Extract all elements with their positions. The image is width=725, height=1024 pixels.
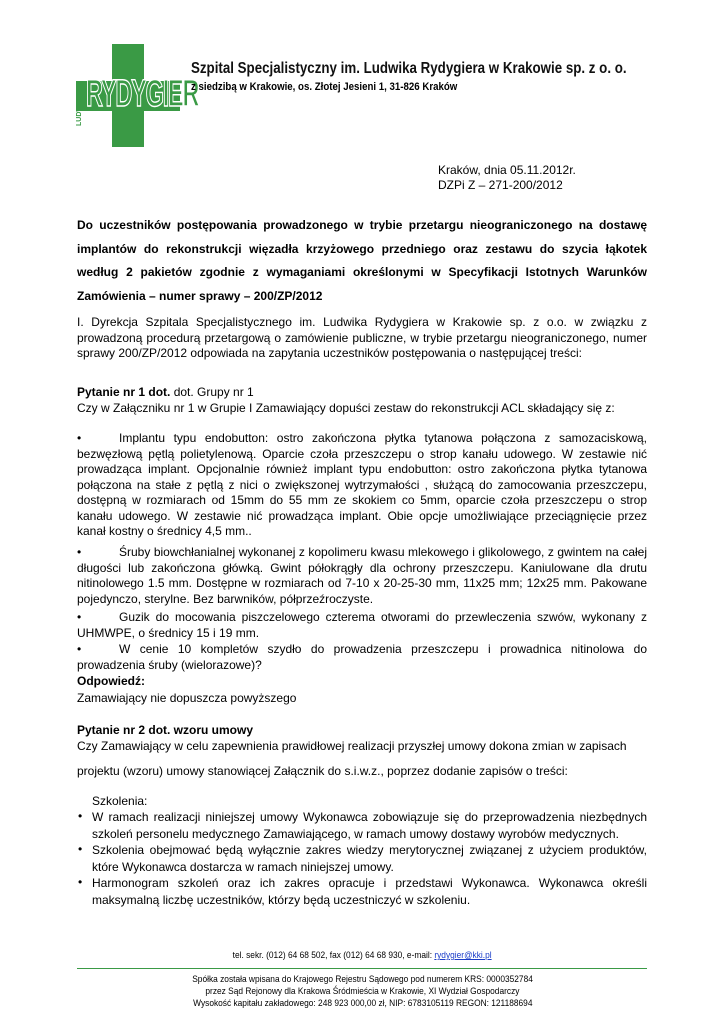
question-1-item: Implantu typu endobutton: ostro zakończona płytka tytanowa połączona z samozaciskową, bezwęzłową pętlą polietylenową. Oparcie czoła przeszczepu o strop kanału udowego. W zestawie nić prowadząca implant. Opcjonalnie również implant typu endobutton: ostro zakończona płytka tytanowa połączona na stałe z pętlą z nici o zwiększonej wytrzymałości , służącą do zamocowania przeszczepu, dostępną w rozmiarach od 15mm do 55 mm ze skokiem co 5mm, oparcie czoła przeszczepu o strop kanału udowego. W zestawie nić prowadząca implant. Obie opcje umożliwiające przeciągnięcie przez kanał kostny o średnicy 4,5 mm.. — [77, 431, 647, 538]
date-line: Kraków, dnia 05.11.2012r. — [438, 163, 576, 177]
intro-paragraph: I. Dyrekcja Szpitala Specjalistycznego im. Ludwika Rydygiera w Krakowie sp. z o.o. w związku z prowadzoną procedurą przetargową o zamówienie publiczne, w trybie przetargu nieograniczonego, numer sprawy 200/ZP/2012 odpowiada na zapytania uczestników postępowania o następującej treści: — [77, 315, 647, 360]
footer-line-3: Wysokość kapitału zakładowego: 248 923 000,00 zł, NIP: 6783105119 REGON: 121188694 — [192, 998, 533, 1009]
footer-divider — [77, 968, 647, 969]
reference-number: DZPi Z – 271-200/2012 — [438, 178, 563, 192]
footer-contact — [0, 950, 725, 962]
question-1-title: Pytanie nr 1 dot. — [77, 385, 171, 399]
training-item: W ramach realizacji niniejszej umowy Wykonawca zobowiązuje się do przeprowadzenia niezbędnych szkoleń personelu medycznego Zamawiającego, w ramach umowy dostawy wyrobów medycznych. — [92, 810, 647, 841]
question-2-text-line2: projektu (wzoru) umowy stanowiącej Załącznik do s.i.w.z., poprzez dodanie zapisów o treści: — [77, 764, 568, 778]
footer-contact-text: tel. sekr. (012) 64 68 502, fax (012) 64 68 930, e-mail: — [233, 950, 435, 961]
question-1-text: Czy w Załączniku nr 1 w Grupie I Zamawiający dopuści zestaw do rekonstrukcji ACL składający się z: — [77, 401, 615, 415]
bullet-icon: • — [77, 610, 82, 624]
training-item: Harmonogram szkoleń oraz ich zakres opracuje i przedstawi Wykonawca. Wykonawca określi maksymalną liczbę uczestników, którzy będą uczestniczyć w szkoleniu. — [92, 876, 647, 907]
logo-small-text: LUDWIK — [76, 98, 83, 126]
question-1-item: Śruby biowchłanialnej wykonanej z kopolimeru kwasu mlekowego i glikolowego, z gwintem na całej długości lub zakończona główką. Gwint półokrągły dla ochrony przeszczepu. Kaniulowane dla drutu nitinolowego 1.5 mm. Dostępne w rozmiarach od 7-10 x 20-25-30 mm, 11x25 mm; 12x25 mm. Pakowane pojedynczo, sterylne. Bez barwników, półprzeźroczyste. — [77, 545, 647, 606]
bullet-icon: • — [77, 545, 82, 559]
footer-email-link[interactable]: rydygier@kki.pl — [434, 950, 492, 961]
section-label-training: Szkolenia: — [92, 794, 148, 808]
hospital-logo — [76, 44, 199, 147]
letter-subject: Do uczestników postępowania prowadzonego w trybie przetargu nieograniczonego na dostawę implantów do rekonstrukcji więzadła krzyżowego przedniego oraz zestawu do szycia łąkotek według 2 pakietów zgodnie z wymaganiami określonymi w Specyfikacji Istotnych Warunków Zamówienia – numer sprawy – 200/ZP/2012 — [77, 218, 647, 303]
answer-1-label: Odpowiedź: — [77, 674, 145, 688]
bullet-icon: • — [78, 875, 83, 889]
question-1-item: W cenie 10 kompletów szydło do prowadzenia przeszczepu i prowadnica nitinolowa do prowadzenia śruby (wielorazowe)? — [77, 642, 647, 672]
date-block — [438, 163, 576, 193]
bullet-icon: • — [78, 809, 83, 823]
footer-line-2: przez Sąd Rejonowy dla Krakowa Śródmieścia w Krakowie, XI Wydział Gospodarczy — [205, 986, 520, 997]
bullet-icon: • — [77, 431, 82, 445]
question-1-heading — [77, 385, 647, 401]
bullet-icon: • — [77, 642, 82, 656]
hospital-address: z siedzibą w Krakowie, os. Złotej Jesieni 1, 31-826 Kraków — [191, 81, 458, 93]
hospital-name: Szpital Specjalistyczny im. Ludwika Rydygiera w Krakowie sp. z o. o. — [191, 60, 627, 77]
answer-1-text: Zamawiający nie dopuszcza powyższego — [77, 691, 297, 705]
question-1-title-suffix: dot. Grupy nr 1 — [170, 385, 254, 399]
bullet-icon: • — [78, 842, 83, 856]
footer-registry — [0, 974, 725, 1010]
logo-text: RYDYGIER — [86, 73, 199, 115]
footer-line-1: Spółka została wpisana do Krajowego Rejestru Sądowego pod numerem KRS: 0000352784 — [192, 974, 533, 985]
question-2-title: Pytanie nr 2 dot. wzoru umowy — [77, 723, 254, 737]
question-2-text-line1: Czy Zamawiający w celu zapewnienia prawidłowej realizacji przyszłej umowy dokona zmian w zapisach — [77, 739, 627, 753]
training-item: Szkolenia obejmować będą wyłącznie zakres wiedzy merytorycznej związanej z użyciem produktów, które Wykonawca dostarcza w ramach niniejszej umowy. — [92, 843, 647, 874]
question-1-item: Guzik do mocowania piszczelowego czterema otworami do przewleczenia szwów, wykonany z UHMWPE, o średnicy 15 i 19 mm. — [77, 610, 647, 640]
